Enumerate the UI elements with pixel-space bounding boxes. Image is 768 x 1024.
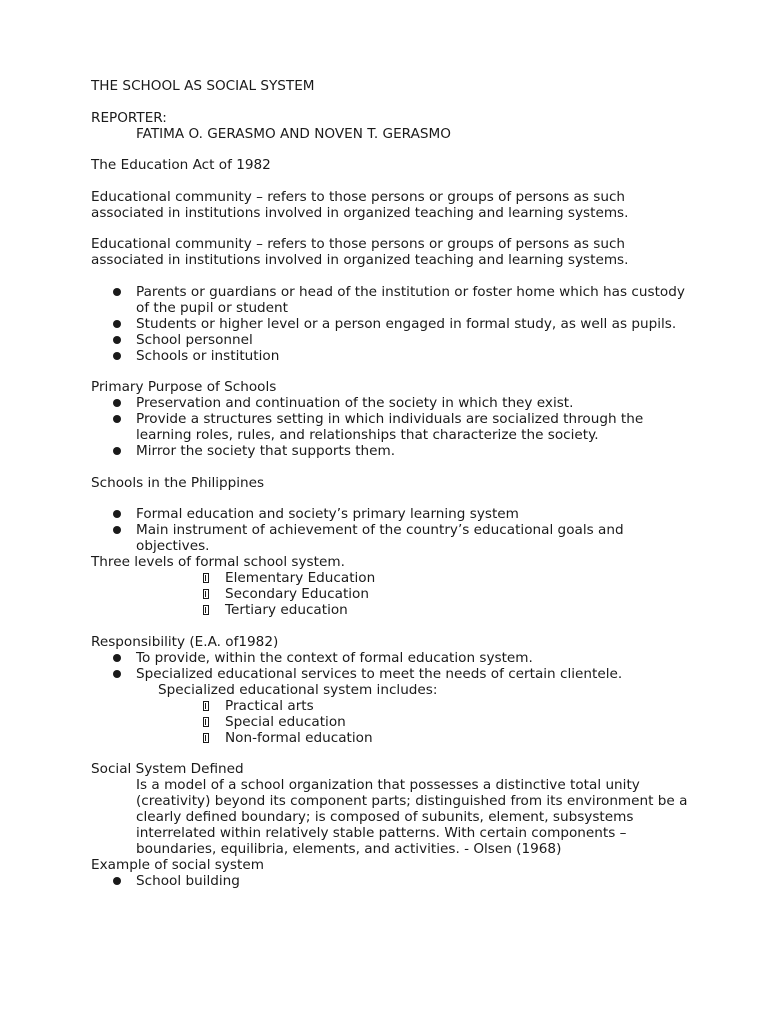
list-item-text: Secondary Education xyxy=(225,586,369,602)
responsibilities-list xyxy=(91,650,691,682)
list-item xyxy=(91,443,691,459)
list-item-text: Specialized educational services to meet the needs of certain clientele. xyxy=(136,665,623,682)
missing-glyph-box-icon xyxy=(203,589,209,599)
purpose-heading: Primary Purpose of Schools xyxy=(91,379,277,395)
edu-community-paragraph-1: Educational community – refers to those persons or groups of persons as such associated in institutions involved in organized teaching and learning systems. xyxy=(91,188,629,221)
document-title: THE SCHOOL AS SOCIAL SYSTEM xyxy=(91,78,315,94)
act-heading: The Education Act of 1982 xyxy=(91,157,271,173)
list-item-text: Main instrument of achievement of the country’s educational goals and objectives. xyxy=(136,522,624,554)
list-item-text: Mirror the society that supports them. xyxy=(136,443,396,459)
missing-glyph-box-icon xyxy=(203,573,209,583)
list-item-text: Preservation and continuation of the society in which they exist. xyxy=(136,395,574,411)
community-members-list xyxy=(91,284,691,364)
list-item xyxy=(91,666,691,682)
example-heading: Example of social system xyxy=(91,857,264,873)
list-item-text: Parents or guardians or head of the institution or foster home which has custody of the pupil or student xyxy=(136,283,685,316)
purposes-list xyxy=(91,395,691,459)
list-item xyxy=(91,348,691,364)
list-item-text: Special education xyxy=(225,713,346,730)
list-item-text: Elementary Education xyxy=(225,570,376,586)
philippines-heading: Schools in the Philippines xyxy=(91,474,265,491)
list-item-text: Provide a structures setting in which individuals are socialized through the learning roles, rules, and relationships that characterize the society. xyxy=(136,411,644,443)
list-item xyxy=(91,730,691,746)
levels-list xyxy=(91,570,691,618)
list-item xyxy=(91,698,691,714)
list-item xyxy=(91,411,691,443)
reporter-names: FATIMA O. GERASMO AND NOVEN T. GERASMO xyxy=(136,125,451,142)
list-item-text: Formal education and society’s primary learning system xyxy=(136,506,519,522)
missing-glyph-box-icon xyxy=(203,717,209,727)
reporter-label: REPORTER: xyxy=(91,109,167,126)
list-item xyxy=(91,522,691,554)
list-item xyxy=(91,586,691,602)
social-system-heading: Social System Defined xyxy=(91,761,244,777)
specialized-list xyxy=(91,698,691,746)
missing-glyph-box-icon xyxy=(203,733,209,743)
philippines-list xyxy=(91,506,691,554)
examples-list xyxy=(91,873,691,889)
missing-glyph-box-icon xyxy=(203,701,209,711)
list-item xyxy=(91,316,691,332)
list-item xyxy=(91,873,691,889)
document-body xyxy=(91,78,691,889)
list-item-text: Schools or institution xyxy=(136,347,280,364)
social-system-definition: Is a model of a school organization that possesses a distinctive total unity (creativity) beyond its component parts; distinguished from its environment be a clearly defined boundary; is composed of subunits, element, subsystems interrelated within relatively stable patterns. With certain components – boundaries, equilibria, elements, and activities. - Olsen (1968) xyxy=(136,777,688,857)
list-item-text: Tertiary education xyxy=(225,602,348,618)
list-item xyxy=(91,650,691,666)
list-item-text: School building xyxy=(136,873,240,889)
list-item xyxy=(91,570,691,586)
list-item xyxy=(91,284,691,316)
list-item xyxy=(91,332,691,348)
list-item-text: Students or higher level or a person engaged in formal study, as well as pupils. xyxy=(136,315,677,332)
list-item xyxy=(91,714,691,730)
edu-community-paragraph-2: Educational community – refers to those persons or groups of persons as such associated in institutions involved in organized teaching and learning systems. xyxy=(91,236,629,268)
list-item-text: School personnel xyxy=(136,331,253,348)
list-item xyxy=(91,506,691,522)
responsibility-heading: Responsibility (E.A. of1982) xyxy=(91,633,279,650)
list-item-text: To provide, within the context of formal education system. xyxy=(136,649,533,666)
levels-heading: Three levels of formal school system. xyxy=(91,554,345,570)
missing-glyph-box-icon xyxy=(203,605,209,615)
list-item xyxy=(91,602,691,618)
list-item-text: Practical arts xyxy=(225,697,314,714)
list-item-text: Non-formal education xyxy=(225,729,373,746)
list-item xyxy=(91,395,691,411)
specialized-heading: Specialized educational system includes: xyxy=(158,681,438,698)
